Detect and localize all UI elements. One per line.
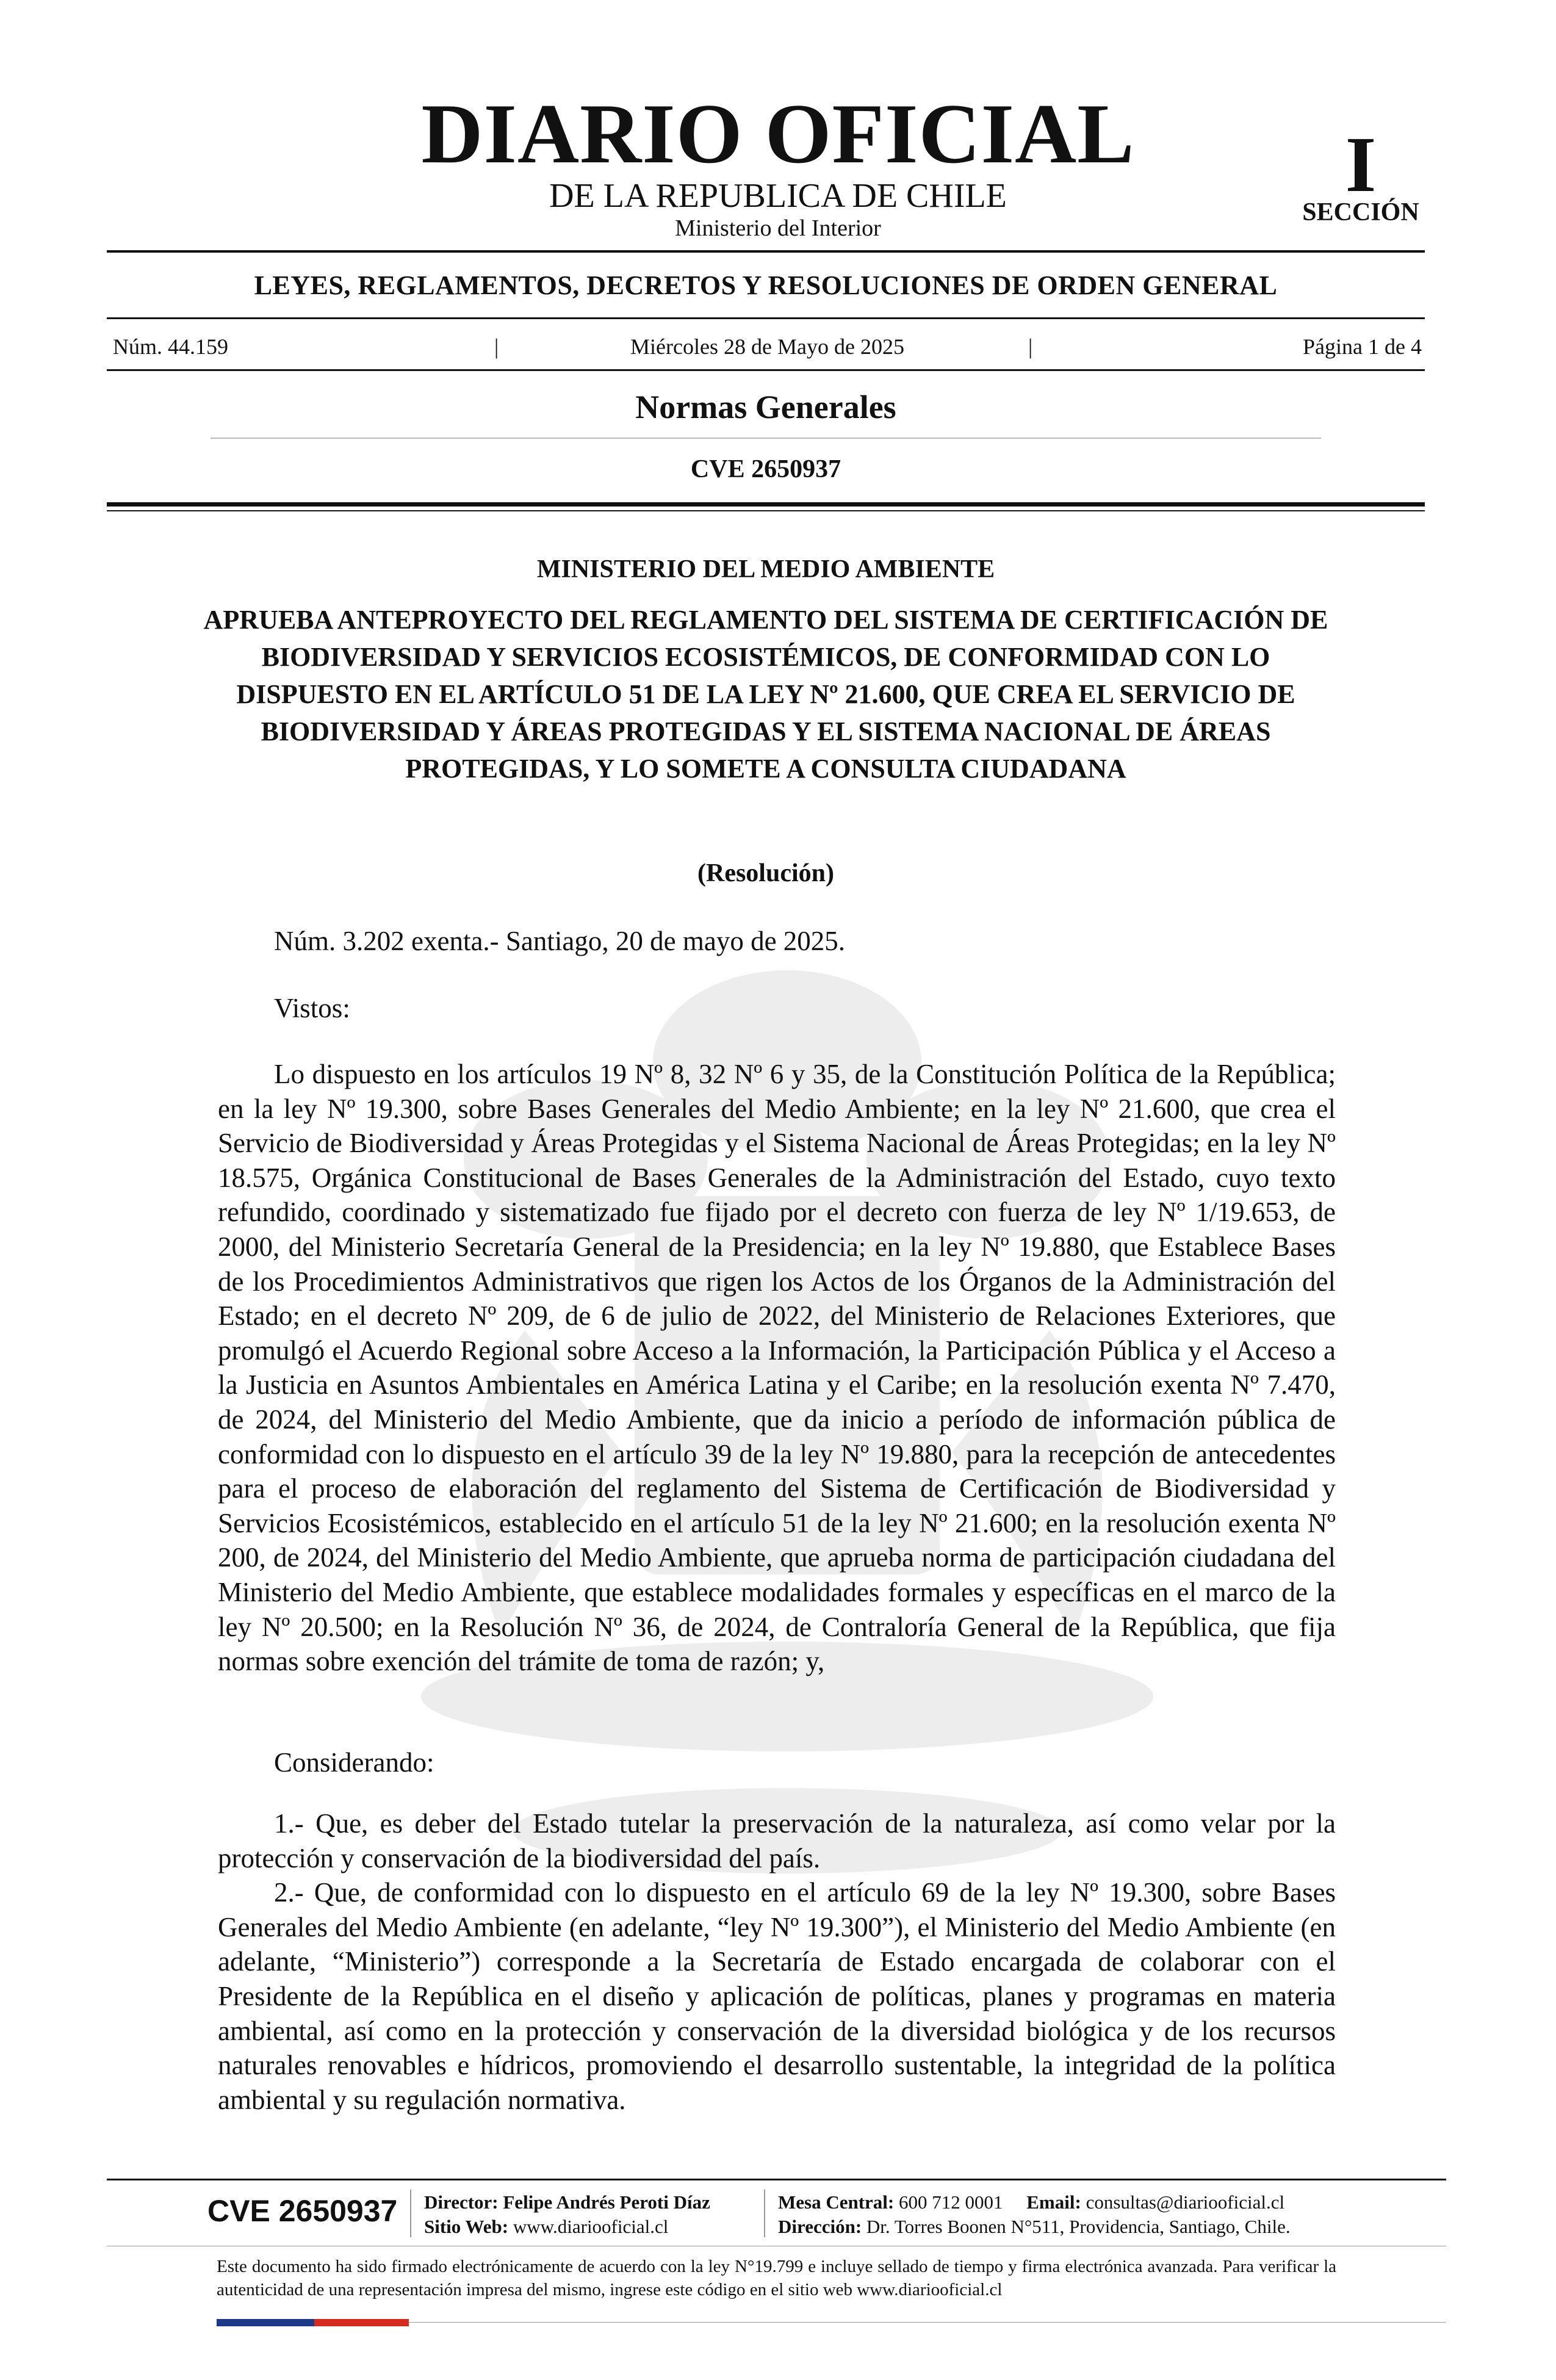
footer-bottom-rule	[409, 2322, 1446, 2323]
vistos-paragraph	[218, 1057, 1336, 1679]
issue-date: Miércoles 28 de Mayo de 2025	[630, 334, 904, 359]
issue-separator: |	[1028, 334, 1033, 359]
masthead-ministry: Ministerio del Interior	[675, 215, 881, 241]
director-label: Director:	[424, 2191, 499, 2213]
resolution-number: Núm. 3.202 exenta.- Santiago, 20 de mayo de 2025.	[274, 926, 846, 956]
director-name: Felipe Andrés Peroti Díaz	[503, 2191, 710, 2213]
issue-rule	[107, 369, 1425, 371]
issue-separator: |	[494, 334, 499, 359]
cve-code: CVE 2650937	[690, 455, 841, 483]
phone-label: Mesa Central:	[778, 2191, 895, 2213]
document-title: APRUEBA ANTEPROYECTO DEL REGLAMENTO DEL SISTEMA DE CERTIFICACIÓN DE BIODIVERSIDAD Y SERVICIOS ECOSISTÉMICOS, DE CONFORMIDAD CON LO DISPUESTO EN EL ARTÍCULO 51 DE LA LEY Nº 21.600, QUE CREA EL SERVICIO DE BIODIVERSIDAD Y ÁREAS PROTEGIDAS Y EL SISTEMA NACIONAL DE ÁREAS PROTEGIDAS, Y LO SOMETE A CONSULTA CIUDADANA	[203, 605, 1328, 784]
page-info: Página 1 de 4	[1303, 334, 1422, 359]
cve-rule-thin	[107, 510, 1425, 511]
masthead-title: DIARIO OFICIAL	[421, 87, 1135, 181]
issue-number: Núm. 44.159	[113, 334, 228, 359]
website-link[interactable]: www.diariooficial.cl	[513, 2216, 669, 2237]
considerando-2: 2.- Que, de conformidad con lo dispuesto en el artículo 69 de la ley Nº 19.300, sobre Bases Generales del Medio Ambiente (en adelante, “ley Nº 19.300”), el Ministerio del Medio Ambiente (en adelante, “Ministerio”) corresponde a la Secretaría de Estado encargada de colaborar con el Presidente de la República en el diseño y aplicación de políticas, planes y programas en materia ambiental, así como en la protección y conservación de la diversidad biológica y de los recursos naturales renovables e hídricos, promoviendo el desarrollo sustentable, la integridad de la política ambiental y su regulación normativa.	[218, 1877, 1336, 2115]
footer-address	[778, 2217, 1291, 2236]
flag-stripe-blue	[217, 2319, 314, 2326]
footer-director	[424, 2193, 710, 2212]
vistos-text: Lo dispuesto en los artículos 19 Nº 8, 32 Nº 6 y 35, de la Constitución Política de la República; en la ley Nº 19.300, sobre Bases Generales del Medio Ambiente; en la ley Nº 21.600, que crea el Servicio de Biodiversidad y Áreas Protegidas y el Sistema Nacional de Áreas Protegidas; en la ley Nº 18.575, Orgánica Constitucional de Bases Generales de la Administración del Estado, cuyo texto refundido, coordinado y sistematizado fue fijado por el decreto con fuerza de ley Nº 1/19.653, de 2000, del Ministerio Secretaría General de la Presidencia; en la ley Nº 19.880, que Establece Bases de los Procedimientos Administrativos que rigen los Actos de los Órganos de la Administración del Estado; en el decreto Nº 209, de 6 de julio de 2022, del Ministerio de Relaciones Exteriores, que promulgó el Acuerdo Regional sobre Acceso a la Información, la Participación Pública y el Acceso a la Justicia en Asuntos Ambientales en América Latina y el Caribe; en la resolución exenta Nº 7.470, de 2024, del Ministerio del Medio Ambiente, que da inicio a período de información pública de conformidad con lo dispuesto en el artículo 39 de la ley Nº 19.880, para la recepción de antecedentes para el proceso de elaboración del reglamento del Sistema de Certificación de Biodiversidad y Servicios Ecosistémicos, establecido en el artículo 51 de la ley Nº 21.600; en la resolución exenta Nº 200, de 2024, del Ministerio del Medio Ambiente, que aprueba norma de participación ciudadana del Ministerio del Medio Ambiente, que establece modalidades formales y específicas en el marco de la ley Nº 20.500; en la Resolución Nº 36, de 2024, de Contraloría General de la República, que fija normas sobre exención del trámite de toma de razón; y,	[218, 1059, 1336, 1677]
section-number: I	[1345, 121, 1377, 209]
email-label: Email:	[1026, 2191, 1081, 2213]
category-rule	[211, 438, 1321, 439]
footer-contact	[778, 2193, 1284, 2212]
cve-rule-thick	[107, 502, 1425, 507]
address-label: Dirección:	[778, 2216, 862, 2237]
footer-disclaimer: Este documento ha sido firmado electrónicamente de acuerdo con la ley N°19.799 e incluye sellado de tiempo y firma electrónica avanzada. Para verificar la autenticidad de una representación impresa del mismo, ingrese este código en el sitio web www.diariooficial.cl	[217, 2257, 1336, 2299]
issuing-ministry: MINISTERIO DEL MEDIO AMBIENTE	[536, 555, 995, 583]
footer-website	[424, 2217, 668, 2236]
footer-divider	[764, 2190, 765, 2237]
footer-divider	[410, 2190, 411, 2237]
footer-cve-code: CVE 2650937	[207, 2194, 398, 2228]
header-rule-top	[107, 250, 1425, 253]
vistos-label: Vistos:	[274, 993, 350, 1023]
address-text: Dr. Torres Boonen N°511, Providencia, Santiago, Chile.	[866, 2216, 1291, 2237]
document-type: (Resolución)	[697, 859, 834, 887]
header-rule-mid	[107, 317, 1425, 319]
phone-number: 600 712 0001	[899, 2191, 1003, 2213]
laws-title: LEYES, REGLAMENTOS, DECRETOS Y RESOLUCIONES DE ORDEN GENERAL	[254, 270, 1278, 300]
masthead-subtitle: DE LA REPUBLICA DE CHILE	[549, 177, 1007, 215]
category-title: Normas Generales	[635, 389, 896, 425]
email-link[interactable]: consultas@diariooficial.cl	[1086, 2191, 1285, 2213]
flag-stripe-red	[314, 2319, 409, 2326]
section-label: SECCIÓN	[1302, 198, 1419, 226]
website-label: Sitio Web:	[424, 2216, 509, 2237]
considerando-paragraphs	[218, 1806, 1336, 2117]
footer-rule	[107, 2179, 1446, 2180]
considerando-1: 1.- Que, es deber del Estado tutelar la preservación de la naturaleza, así como velar por la protección y conservación de la biodiversidad del país.	[218, 1808, 1336, 1873]
considerando-label: Considerando:	[274, 1747, 434, 1778]
issue-info-row	[113, 334, 1422, 359]
